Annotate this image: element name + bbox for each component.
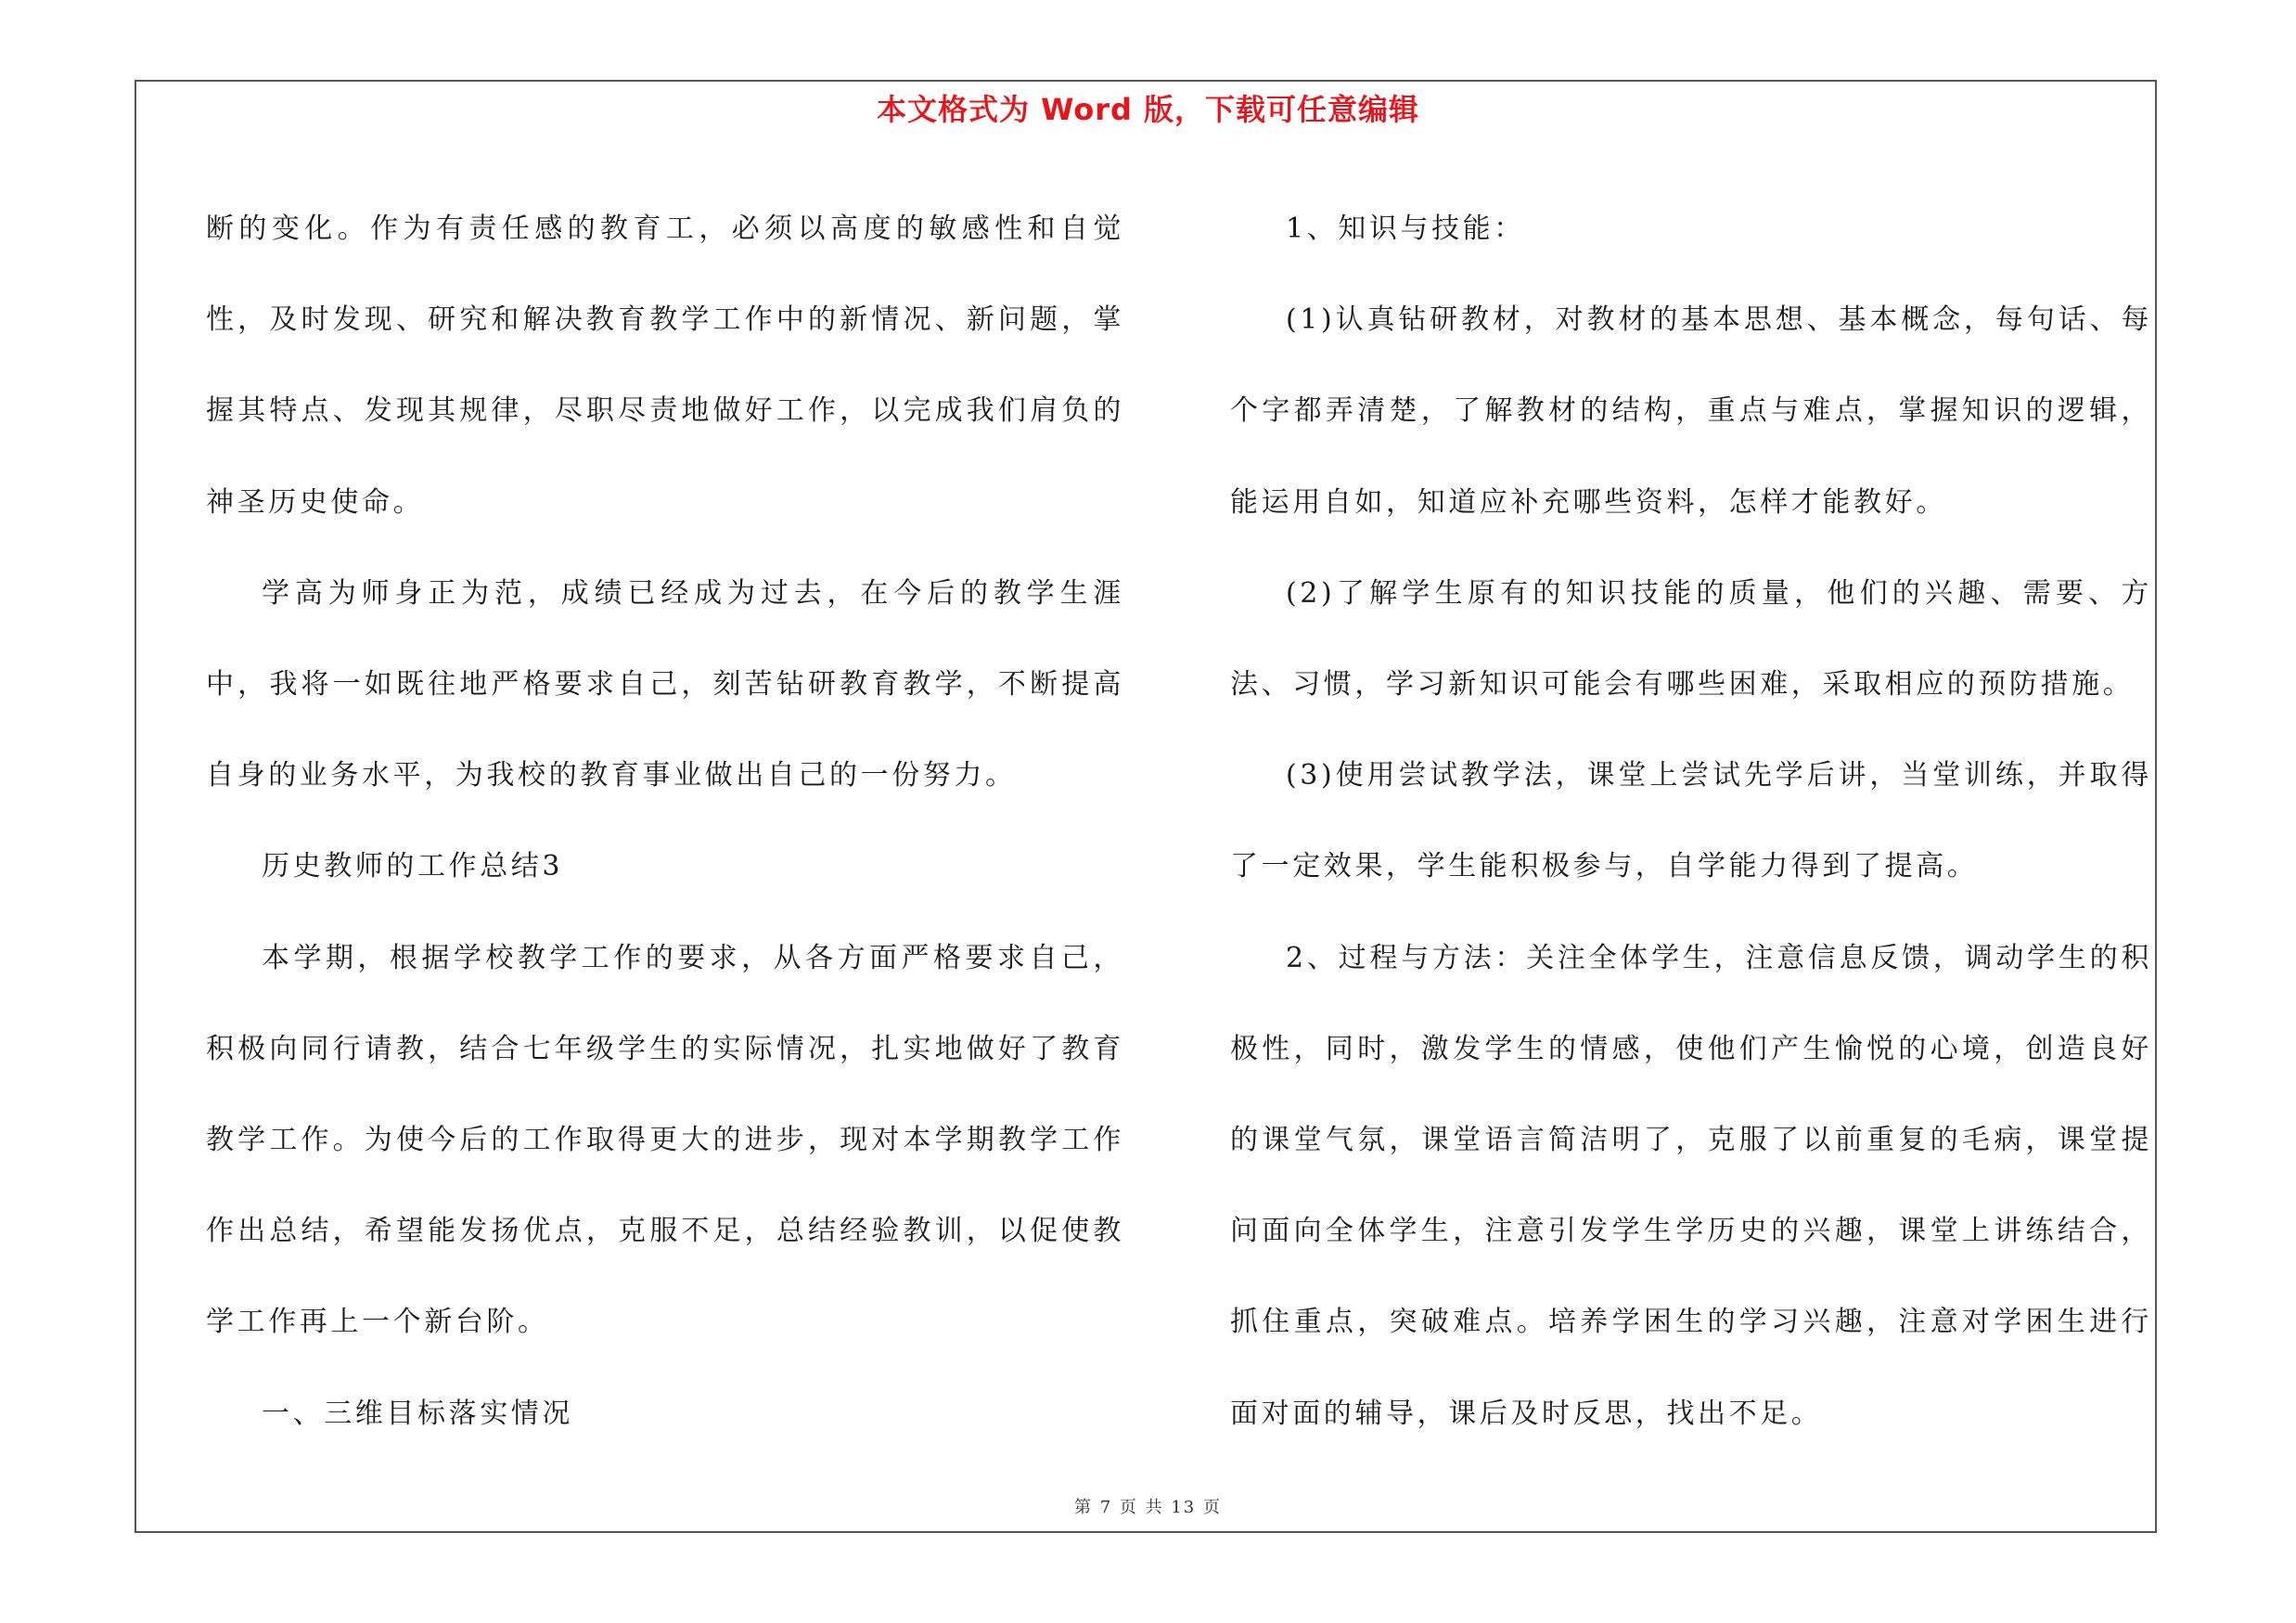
format-notice-banner: 本文格式为 Word 版，下载可任意编辑 — [876, 92, 1420, 127]
right-text-column — [1230, 184, 2152, 1460]
left-text-column — [206, 184, 1124, 1460]
paragraph: (2)了解学生原有的知识技能的质量，他们的兴趣、需要、方法、习惯，学习新知识可能会有哪些困难，采取相应的预防措施。 — [1230, 576, 2152, 702]
paragraph: 学高为师身正为范，成绩已经成为过去，在今后的教学生涯中，我将一如既往地严格要求自己，刻苦钻研教育教学，不断提高自身的业务水平，为我校的教育事业做出自己的一份努力。 — [206, 576, 1124, 792]
section-heading: 1、知识与技能： — [1286, 213, 1525, 245]
paragraph: (1)认真钻研教材，对教材的基本思想、基本概念，每句话、每个字都弄清楚，了解教材的结构，重点与难点，掌握知识的逻辑，能运用自如，知道应补充哪些资料，怎样才能教好。 — [1230, 303, 2152, 519]
paragraph: (3)使用尝试教学法，课堂上尝试先学后讲，当堂训练，并取得了一定效果，学生能积极参与，自学能力得到了提高。 — [1230, 759, 2152, 883]
paragraph: 本学期，根据学校教学工作的要求，从各方面严格要求自己，积极向同行请教，结合七年级学生的实际情况，扎实地做好了教育教学工作。为使今后的工作取得更大的进步，现对本学期教学工作作出总结，希望能发扬优点，克服不足，总结经验教训，以促使教学工作再上一个新台阶。 — [206, 941, 1124, 1339]
paragraph: 断的变化。作为有责任感的教育工，必须以高度的敏感性和自觉性，及时发现、研究和解决教育教学工作中的新情况、新问题，掌握其特点、发现其规律，尽职尽责地做好工作，以完成我们肩负的神圣历史使命。 — [206, 213, 1124, 519]
section-heading: 一、三维目标落实情况 — [262, 1397, 573, 1430]
page-number: 第 7 页 共 13 页 — [1074, 1498, 1222, 1517]
paragraph: 2、过程与方法：关注全体学生，注意信息反馈，调动学生的积极性，同时，激发学生的情感，使他们产生愉悦的心境，创造良好的课堂气氛，课堂语言简洁明了，克服了以前重复的毛病，课堂提问面向全体学生，注意引发学生学历史的兴趣，课堂上讲练结合，抓住重点，突破难点。培养学困生的学习兴趣，注意对学困生进行面对面的辅导，课后及时反思，找出不足。 — [1230, 941, 2152, 1430]
section-heading: 历史教师的工作总结3 — [262, 850, 564, 883]
